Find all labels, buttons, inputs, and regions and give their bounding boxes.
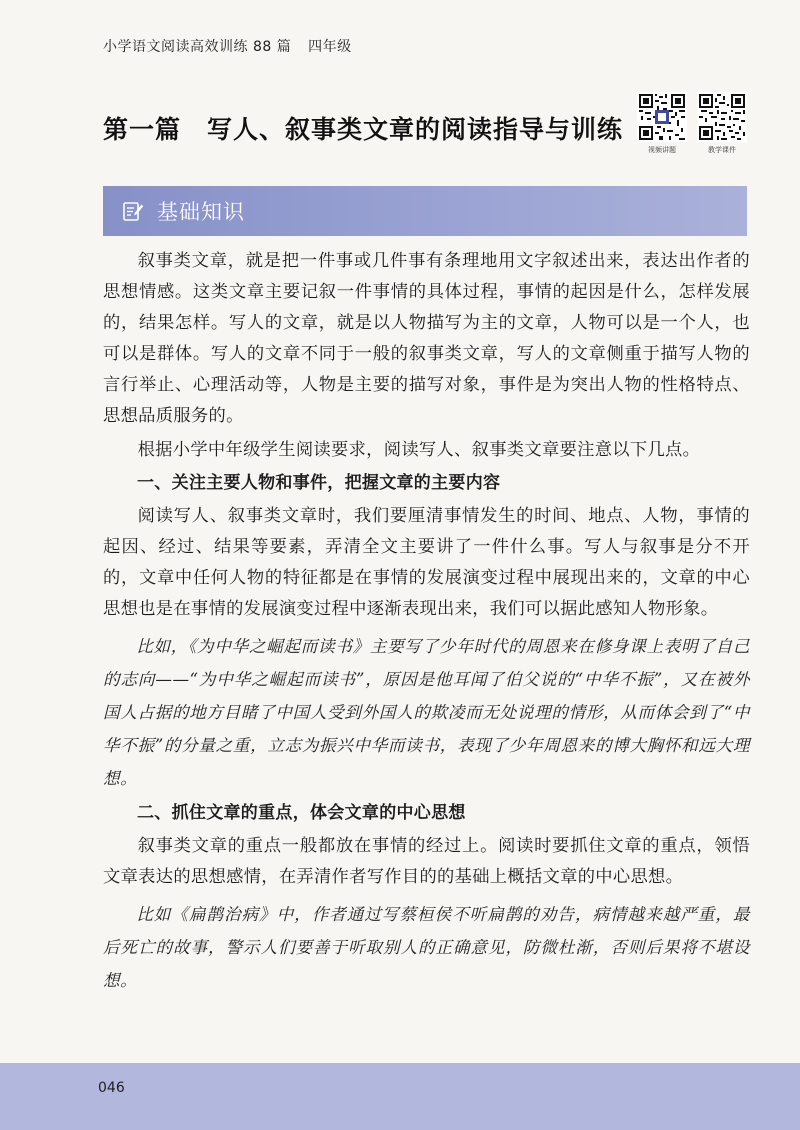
page-number: 046 <box>98 1080 125 1096</box>
qr-courseware[interactable] <box>697 92 747 155</box>
qr-video[interactable] <box>637 92 687 155</box>
footer-band <box>0 1063 800 1130</box>
example-paragraph: 比如，《为中华之崛起而读书》主要写了少年时代的周恩来在修身课上表明了自己的志向——“为中华之崛起而读书”，原因是他耳闻了伯父说的“中华不振”，又在被外国人占据的地方目睹了中国人受到外国人的欺凌而无处说理的情形，从而体会到了“中华不振”的分量之重，立志为振兴中华而读书，表现了少年周恩来的博大胸怀和远大理想。 <box>103 637 750 788</box>
chapter-title <box>103 110 623 146</box>
subheading: 二、抓住文章的重点，体会文章的中心思想 <box>137 803 466 823</box>
section-label: 基础知识 <box>157 200 245 224</box>
chapter-ordinal: 第一篇 <box>103 115 182 144</box>
chapter-title-text: 写人、叙事类文章的阅读指导与训练 <box>207 115 624 144</box>
pencil-notepad-icon <box>121 199 145 223</box>
qr-code-icon <box>697 92 747 142</box>
running-header <box>103 36 364 56</box>
subheading: 一、关注主要人物和事件，把握文章的主要内容 <box>137 473 501 493</box>
paragraph: 叙事类文章，就是把一件事或几件事有条理地用文字叙述出来，表达出作者的思想情感。这类文章主要记叙一件事情的具体过程，事情的起因是什么，怎样发展的，结果怎样。写人的文章，就是以人物描写为主的文章，人物可以是一个人，也可以是群体。写人的文章不同于一般的叙事类文章，写人的文章侧重于描写人物的言行举止、心理活动等，人物是主要的描写对象，事件是为突出人物的性格特点、思想品质服务的。 <box>103 251 750 426</box>
qr-code-icon <box>637 92 687 142</box>
paragraph: 阅读写人、叙事类文章时，我们要厘清事情发生的时间、地点、人物，事情的起因、经过、结果等要素，弄清全文主要讲了一件什么事。写人与叙事是分不开的，文章中任何人物的特征都是在事情的发展演变过程中展现出来的，文章的中心思想也是在事情的发展演变过程中逐渐表现出来，我们可以据此感知人物形象。 <box>103 506 750 619</box>
body-text <box>103 246 750 997</box>
grade-label: 四年级 <box>308 39 352 55</box>
qr-caption: 教学课件 <box>708 146 736 154</box>
paragraph: 根据小学中年级学生阅读要求，阅读写人、叙事类文章要注意以下几点。 <box>137 440 701 460</box>
example-paragraph: 比如《扁鹊治病》中，作者通过写蔡桓侯不听扁鹊的劝告，病情越来越严重，最后死亡的故事，警示人们要善于听取别人的正确意见，防微杜渐，否则后果将不堪设想。 <box>103 905 750 990</box>
book-title: 小学语文阅读高效训练 88 篇 <box>103 39 292 55</box>
qr-caption: 视频讲题 <box>648 146 676 154</box>
paragraph: 叙事类文章的重点一般都放在事情的经过上。阅读时要抓住文章的重点，领悟文章表达的思想感情，在弄清作者写作目的的基础上概括文章的中心思想。 <box>103 836 750 887</box>
section-banner <box>103 186 747 236</box>
